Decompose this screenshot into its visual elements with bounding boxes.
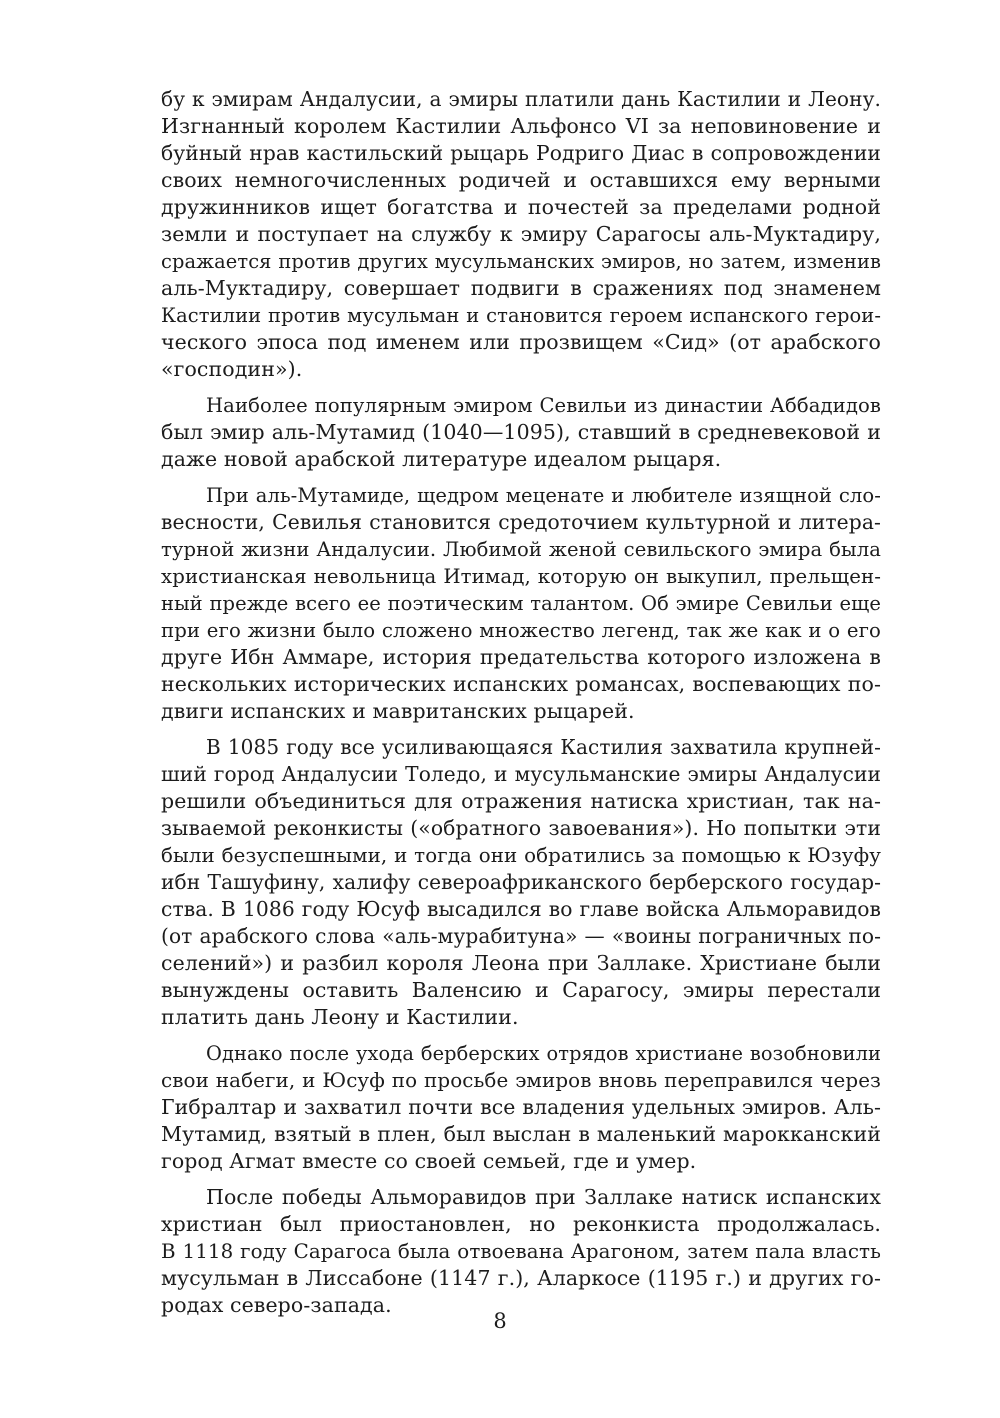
text-line: «господин»). <box>161 357 303 381</box>
text-line: Наиболее популярным эмиром Севильи из династии Аббадидов <box>206 394 881 417</box>
text-line: ший город Андалусии Толедо, и мусульманские эмиры Андалусии <box>161 762 881 786</box>
text-line: (от арабского слова «аль-мурабитуна» — «воины пограничных по- <box>161 924 881 948</box>
text-line: родах северо-запада. <box>161 1293 392 1317</box>
text-line: дружинников ищет богатства и почестей за пределами родной <box>161 195 881 219</box>
text-line: Кастилии против мусульман и становится героем испанского герои- <box>161 304 881 327</box>
text-line: мусульман в Лиссабоне (1147 г.), Аларкосе (1195 г.) и других го- <box>161 1266 881 1290</box>
text-line: город Агмат вместе со своей семьей, где и умер. <box>161 1149 697 1173</box>
text-line: земли и поступает на службу к эмиру Сарагосы аль-Муктадиру, <box>161 222 881 246</box>
paragraph-3 <box>161 482 881 725</box>
text-line: Изгнанный королем Кастилии Альфонсо VI за неповиновение и <box>161 114 881 138</box>
text-line: двиги испанских и мавританских рыцарей. <box>161 699 635 723</box>
text-line: своих немногочисленных родичей и оставшихся ему верными <box>161 168 881 192</box>
paragraph-6 <box>161 1184 881 1319</box>
text-line: христиан был приостановлен, но реконкиста продолжалась. <box>161 1212 881 1236</box>
text-line: буйный нрав кастильский рыцарь Родриго Диас в сопровождении <box>161 141 881 165</box>
paragraph-1 <box>161 86 881 383</box>
text-line: платить дань Леону и Кастилии. <box>161 1005 519 1029</box>
text-line: ческого эпоса под именем или прозвищем «Сид» (от арабского <box>161 330 881 354</box>
text-line: Гибралтар и захватил почти все владения удельных эмиров. Аль- <box>161 1095 881 1119</box>
text-column <box>161 86 881 1328</box>
text-line: аль-Муктадиру, совершает подвиги в сражениях под знаменем <box>161 276 881 300</box>
text-line: бу к эмирам Андалусии, а эмиры платили дань Кастилии и Леону. <box>161 87 881 111</box>
text-line: При аль-Мутамиде, щедром меценате и любителе изящной сло- <box>206 484 881 507</box>
text-line: В 1085 году все усиливающаяся Кастилия захватила крупней- <box>206 735 881 759</box>
paragraph-4 <box>161 734 881 1031</box>
text-line: весности, Севилья становится средоточием культурной и литера- <box>161 510 881 534</box>
text-line: После победы Альморавидов при Заллаке натиск испанских <box>206 1185 881 1209</box>
text-line: при его жизни было сложено множество легенд, так же как и о его <box>161 619 881 642</box>
text-line: турной жизни Андалусии. Любимой женой севильского эмира была <box>161 538 881 561</box>
paragraph-2 <box>161 392 881 473</box>
text-line: свои набеги, и Юсуф по просьбе эмиров вновь переправился через <box>161 1069 881 1092</box>
text-line: зываемой реконкисты («обратного завоевания»). Но попытки эти <box>161 816 881 840</box>
text-line: решили объединиться для отражения натиска христиан, так на- <box>161 789 881 813</box>
text-line: Мутамид, взятый в плен, был выслан в маленький марокканский <box>161 1122 881 1146</box>
text-line: ства. В 1086 году Юсуф высадился во главе войска Альморавидов <box>161 897 881 921</box>
text-line: селений») и разбил короля Леона при Заллаке. Христиане были <box>161 951 881 975</box>
text-line: Однако после ухода берберских отрядов христиане возобновили <box>206 1042 881 1065</box>
text-line: В 1118 году Сарагоса была отвоевана Арагоном, затем пала власть <box>161 1240 881 1263</box>
text-line: был эмир аль-Мутамид (1040—1095), ставший в средневековой и <box>161 420 881 444</box>
text-line: ный прежде всего ее поэтическим талантом. Об эмире Севильи еще <box>161 592 881 615</box>
text-line: сражается против других мусульманских эмиров, но затем, изменив <box>161 250 881 273</box>
text-line: были безуспешными, и тогда они обратились за помощью к Юзуфу <box>161 844 881 867</box>
text-line: христианская невольница Итимад, которую он выкупил, прельщен- <box>161 565 881 588</box>
text-line: друге Ибн Аммаре, история предательства которого изложена в <box>161 645 881 669</box>
text-line: вынуждены оставить Валенсию и Сарагосу, эмиры перестали <box>161 978 881 1002</box>
text-line: даже новой арабской литературе идеалом рыцаря. <box>161 447 722 471</box>
text-line: ибн Ташуфину, халифу североафриканского берберского государ- <box>161 870 881 894</box>
text-line: нескольких исторических испанских романсах, воспевающих по- <box>161 672 881 696</box>
paragraph-5 <box>161 1040 881 1175</box>
page-number: 8 <box>493 1309 507 1333</box>
